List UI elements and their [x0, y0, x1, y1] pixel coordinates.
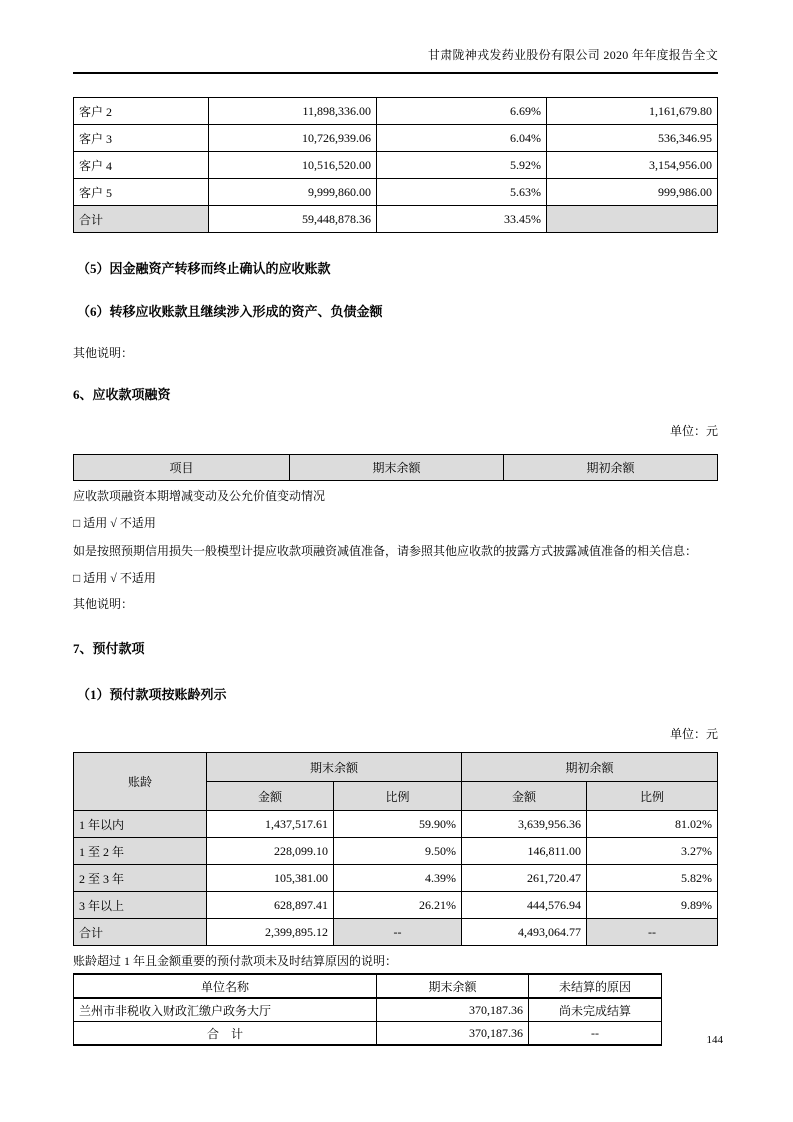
page-number: 144 [706, 1034, 723, 1046]
amount-cell: 1,437,517.61 [207, 811, 334, 838]
header-row [74, 974, 662, 998]
ratio-cell: 6.69% [377, 98, 547, 125]
ratio-cell: 3.27% [587, 838, 718, 865]
prepayments-aging-heading: （1）预付款项按账龄列示 [77, 687, 227, 702]
ratio-cell: 5.92% [377, 152, 547, 179]
other-notes-label: 其他说明： [73, 346, 134, 360]
reason-cell: 尚未完成结算 [529, 998, 662, 1022]
ratio-cell: 9.89% [587, 892, 718, 919]
column-header-aging: 账龄 [74, 753, 207, 811]
total-label-cell: 合计 [74, 919, 207, 946]
amount-cell: 10,726,939.06 [209, 125, 377, 152]
customer-name-cell: 客户 3 [74, 125, 209, 152]
total-label-cell: 合计 [74, 206, 209, 233]
aging-label-cell: 2 至 3 年 [74, 865, 207, 892]
amount-cell: 9,999,860.00 [209, 179, 377, 206]
amount-cell: 444,576.94 [462, 892, 587, 919]
column-header-reason: 未结算的原因 [529, 974, 662, 998]
ratio-cell: 81.02% [587, 811, 718, 838]
table-row [74, 125, 718, 152]
ratio-cell: -- [587, 919, 718, 946]
table-row [74, 892, 718, 919]
receivables-financing-table [73, 454, 718, 481]
amount-cell: 370,187.36 [377, 998, 529, 1022]
unit-name-cell: 兰州市非税收入财政汇缴户政务大厅 [74, 998, 377, 1022]
reason-cell: -- [529, 1022, 662, 1046]
ratio-cell: 5.82% [587, 865, 718, 892]
header-row [74, 753, 718, 782]
ratio-cell: 33.45% [377, 206, 547, 233]
column-header-amount: 金额 [207, 782, 334, 811]
section-6-heading: （6）转移应收账款且继续涉入形成的资产、负债金额 [77, 304, 383, 319]
column-header-unit-name: 单位名称 [74, 974, 377, 998]
amount-cell: 146,811.00 [462, 838, 587, 865]
overdue-prepayments-note: 账龄超过 1 年且金额重要的预付款项未及时结算原因的说明： [73, 954, 398, 968]
amount-cell: 59,448,878.36 [209, 206, 377, 233]
other-notes-label: 其他说明： [73, 597, 134, 611]
customer-name-cell: 客户 4 [74, 152, 209, 179]
header-row [74, 455, 718, 481]
total-label-cell: 合 计 [74, 1022, 377, 1046]
total-row [74, 206, 718, 233]
total-row [74, 1022, 662, 1046]
prepayments-aging-table [73, 752, 718, 946]
bad-debt-cell: 1,161,679.80 [547, 98, 718, 125]
bad-debt-cell: 536,346.95 [547, 125, 718, 152]
ratio-cell: 6.04% [377, 125, 547, 152]
table-row [74, 865, 718, 892]
table-row [74, 838, 718, 865]
impairment-note: 如是按照预期信用损失一般模型计提应收款项融资减值准备，请参照其他应收款的披露方式披露减值准备的相关信息： [73, 544, 698, 558]
column-header-ending-balance: 期末余额 [207, 753, 462, 782]
table-row [74, 152, 718, 179]
section-prepayments-heading: 7、预付款项 [73, 641, 145, 656]
applicable-checkbox-line: □ 适用 √ 不适用 [73, 516, 156, 530]
column-header-amount: 金额 [462, 782, 587, 811]
unit-label: 单位：元 [669, 424, 718, 438]
table-row [74, 998, 662, 1022]
amount-cell: 628,897.41 [207, 892, 334, 919]
aging-label-cell: 3 年以上 [74, 892, 207, 919]
section-5-heading: （5）因金融资产转移而终止确认的应收账款 [77, 261, 331, 276]
amount-cell: 11,898,336.00 [209, 98, 377, 125]
ratio-cell: 26.21% [334, 892, 462, 919]
bad-debt-cell [547, 206, 718, 233]
total-row [74, 919, 718, 946]
column-header: 期末余额 [290, 455, 504, 481]
amount-cell: 2,399,895.12 [207, 919, 334, 946]
table-row [74, 811, 718, 838]
customer-name-cell: 客户 5 [74, 179, 209, 206]
amount-cell: 105,381.00 [207, 865, 334, 892]
unsettled-prepayments-table [73, 973, 662, 1046]
ratio-cell: -- [334, 919, 462, 946]
customer-name-cell: 客户 2 [74, 98, 209, 125]
ratio-cell: 4.39% [334, 865, 462, 892]
aging-label-cell: 1 至 2 年 [74, 838, 207, 865]
bad-debt-cell: 3,154,956.00 [547, 152, 718, 179]
amount-cell: 10,516,520.00 [209, 152, 377, 179]
column-header-ending-balance: 期末余额 [377, 974, 529, 998]
amount-cell: 4,493,064.77 [462, 919, 587, 946]
report-header [73, 0, 718, 74]
amount-cell: 228,099.10 [207, 838, 334, 865]
column-header-beginning-balance: 期初余额 [462, 753, 718, 782]
unit-label: 单位：元 [669, 727, 718, 741]
financing-change-note: 应收款项融资本期增减变动及公允价值变动情况 [73, 489, 326, 503]
amount-cell: 370,187.36 [377, 1022, 529, 1046]
report-header-title: 甘肃陇神戎发药业股份有限公司 2020 年年度报告全文 [427, 48, 718, 62]
applicable-checkbox-line: □ 适用 √ 不适用 [73, 571, 156, 585]
table-row [74, 98, 718, 125]
page-content [73, 0, 718, 1046]
customers-table [73, 97, 718, 233]
aging-label-cell: 1 年以内 [74, 811, 207, 838]
column-header: 期初余额 [504, 455, 718, 481]
column-header-ratio: 比例 [587, 782, 718, 811]
ratio-cell: 59.90% [334, 811, 462, 838]
bad-debt-cell: 999,986.00 [547, 179, 718, 206]
amount-cell: 261,720.47 [462, 865, 587, 892]
ratio-cell: 5.63% [377, 179, 547, 206]
column-header: 项目 [74, 455, 290, 481]
ratio-cell: 9.50% [334, 838, 462, 865]
column-header-ratio: 比例 [334, 782, 462, 811]
table-row [74, 179, 718, 206]
amount-cell: 3,639,956.36 [462, 811, 587, 838]
section-receivables-financing-heading: 6、应收款项融资 [73, 387, 171, 402]
